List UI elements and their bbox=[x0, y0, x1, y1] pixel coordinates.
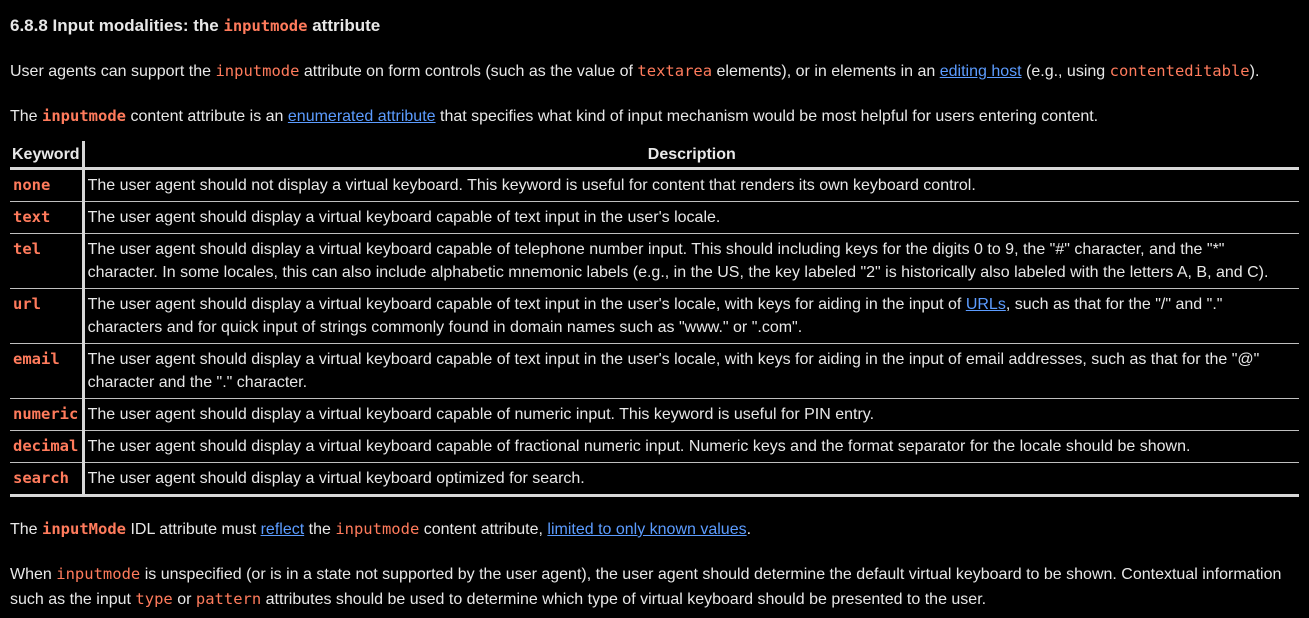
code-type: type bbox=[135, 590, 173, 608]
table-row bbox=[10, 234, 1299, 289]
table-row bbox=[10, 169, 1299, 202]
table-header-row bbox=[10, 141, 1299, 169]
code-inputmode: inputmode bbox=[223, 17, 308, 35]
description-cell: The user agent should display a virtual keyboard capable of telephone number input. This should including keys for the digits 0 to 9, the "#" character, and the "*" character. In some locales, this can also include alphabetic mnemonic labels (e.g., in the US, the key labeled "2" is historically also labeled with the letters A, B, and C). bbox=[83, 234, 1299, 289]
paragraph-content-attribute: The inputmode content attribute is an enumerated attribute that specifies what kind of input mechanism would be most helpful for users entering content. bbox=[10, 107, 1099, 125]
keyword-numeric: numeric bbox=[13, 405, 79, 423]
table-row bbox=[10, 202, 1299, 234]
keyword-url: url bbox=[13, 295, 41, 313]
table-row bbox=[10, 431, 1299, 463]
code-contenteditable: contenteditable bbox=[1109, 62, 1250, 80]
description-cell: The user agent should display a virtual keyboard capable of fractional numeric input. Numeric keys and the format separator for the locale should be shown. bbox=[83, 431, 1299, 463]
link-reflect[interactable]: reflect bbox=[260, 521, 305, 538]
link-editing-host[interactable]: editing host bbox=[939, 63, 1022, 80]
keyword-search: search bbox=[13, 469, 69, 487]
table-row bbox=[10, 399, 1299, 431]
code-textarea: textarea bbox=[637, 62, 713, 80]
code-inputmode: inputmode bbox=[335, 520, 420, 538]
description-cell: The user agent should display a virtual keyboard capable of text input in the user's locale. bbox=[83, 202, 1299, 234]
keyword-tel: tel bbox=[13, 240, 41, 258]
description-cell: The user agent should display a virtual keyboard capable of text input in the user's locale, with keys for aiding in the input of URLs, such as that for the "/" and "." characters and for quick input of strings commonly found in domain names such as "www." or ".com". bbox=[83, 289, 1299, 344]
description-cell: The user agent should display a virtual keyboard optimized for search. bbox=[83, 463, 1299, 496]
keyword-table bbox=[10, 141, 1299, 497]
link-limited-to-only-known-values[interactable]: limited to only known values bbox=[547, 521, 747, 538]
code-inputMode: inputMode bbox=[42, 520, 127, 538]
keyword-text: text bbox=[13, 208, 51, 226]
code-inputmode: inputmode bbox=[215, 62, 300, 80]
section-heading: 6.8.8 Input modalities: the inputmode attribute bbox=[10, 16, 381, 35]
link-urls[interactable]: URLs bbox=[965, 296, 1006, 313]
paragraph-intro: User agents can support the inputmode attribute on form controls (such as the value of textarea elements), or in elements in an editing host (e.g., using contenteditable). bbox=[10, 62, 1260, 80]
code-pattern: pattern bbox=[195, 590, 262, 608]
table-row bbox=[10, 289, 1299, 344]
description-cell: The user agent should display a virtual keyboard capable of text input in the user's locale, with keys for aiding in the input of email addresses, such as that for the "@" character and the "." character. bbox=[83, 344, 1299, 399]
code-inputmode: inputmode bbox=[42, 107, 127, 125]
keyword-email: email bbox=[13, 350, 60, 368]
header-description: Description bbox=[83, 141, 1299, 169]
header-keyword: Keyword bbox=[10, 141, 83, 169]
table-row bbox=[10, 344, 1299, 399]
keyword-decimal: decimal bbox=[13, 437, 79, 455]
table-row bbox=[10, 463, 1299, 496]
keyword-none: none bbox=[13, 176, 51, 194]
description-cell: The user agent should not display a virtual keyboard. This keyword is useful for content that renders its own keyboard control. bbox=[83, 169, 1299, 202]
description-cell: The user agent should display a virtual keyboard capable of numeric input. This keyword is useful for PIN entry. bbox=[83, 399, 1299, 431]
paragraph-unspecified: When inputmode is unspecified (or is in a state not supported by the user agent), the user agent should determine the default virtual keyboard to be shown. Contextual information such as the input type or pattern attributes should be used to determine which type of virtual keyboard should be presented to the user. bbox=[10, 565, 1282, 608]
link-enumerated-attribute[interactable]: enumerated attribute bbox=[287, 108, 436, 125]
paragraph-idl-attribute: The inputMode IDL attribute must reflect the inputmode content attribute, limited to only known values. bbox=[10, 520, 752, 538]
code-inputmode: inputmode bbox=[56, 565, 141, 583]
